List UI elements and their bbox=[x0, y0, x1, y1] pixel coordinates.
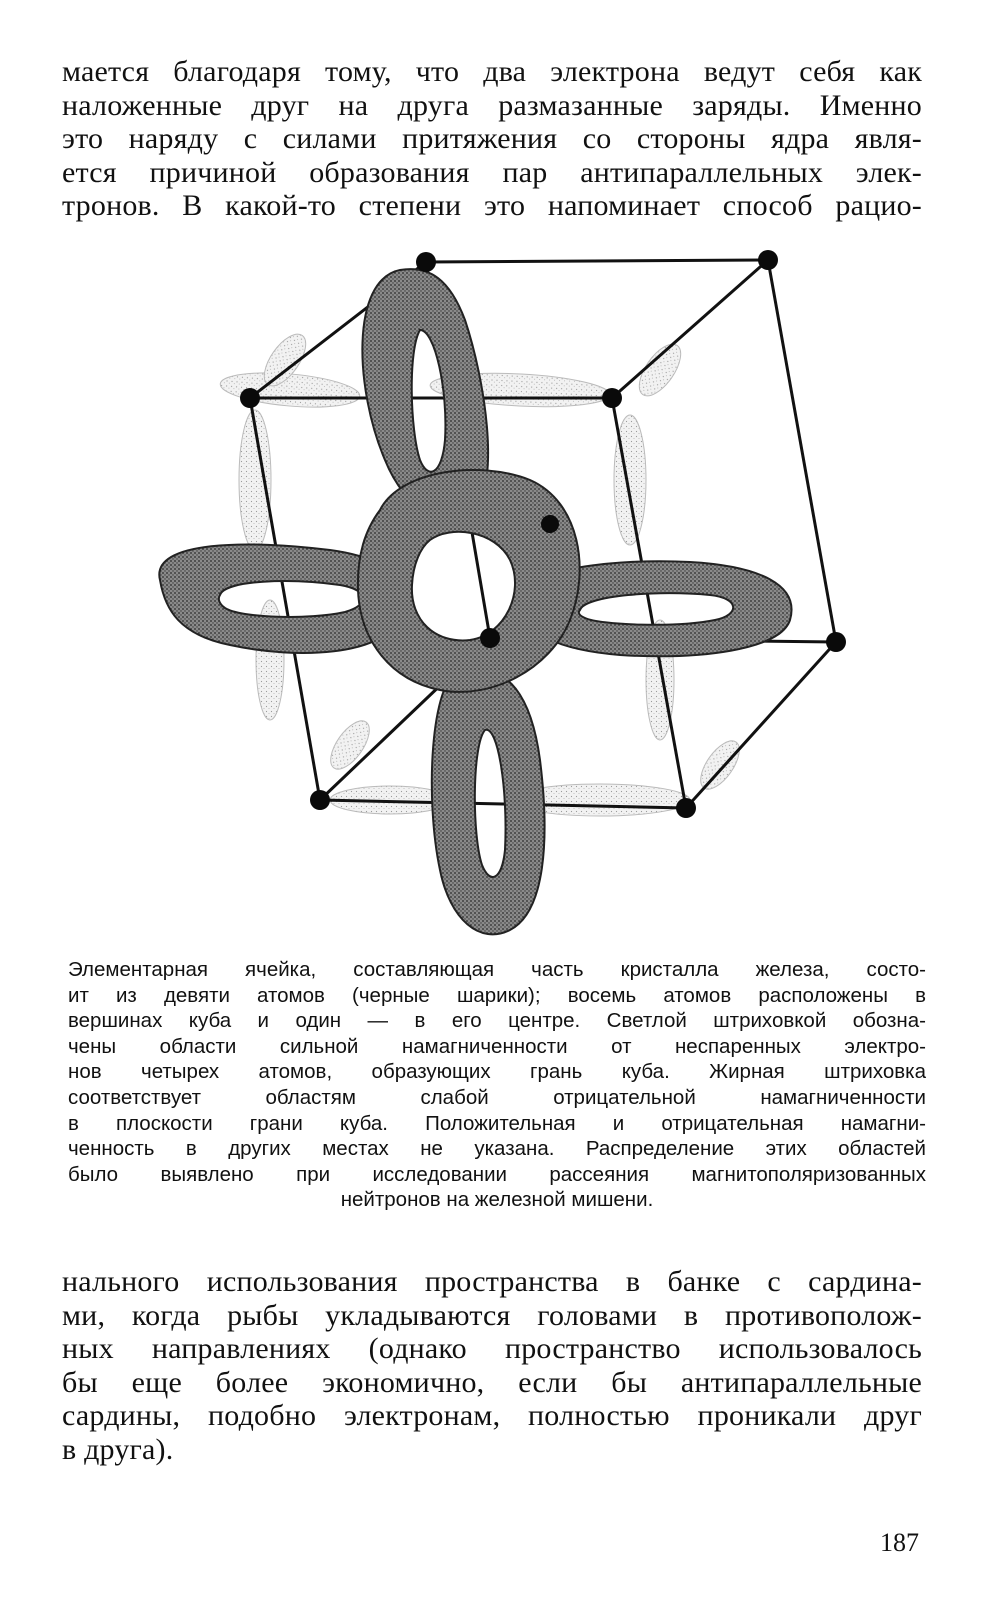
page-number: 187 bbox=[880, 1528, 919, 1557]
lobe bbox=[631, 337, 688, 402]
caption-line: соответствует областям слабой отрицательной намагниченности bbox=[68, 1085, 926, 1109]
caption-line: вершинах куба и один — в его центре. Светлой штриховкой обозна- bbox=[68, 1009, 926, 1033]
text-line: ми, когда рыбы укладываются головами в противополож- bbox=[62, 1298, 922, 1332]
caption-line: ченность в других местах не указана. Распределение этих областей bbox=[68, 1137, 926, 1161]
lobe bbox=[693, 735, 746, 796]
text-line: ных направлениях (однако пространство использовалось bbox=[62, 1332, 922, 1365]
top-paragraph bbox=[62, 55, 922, 223]
text-line: тронов. В какой-то степени это напоминает способ рацио- bbox=[62, 189, 922, 222]
caption-line: в плоскости грани куба. Положительная и отрицательная намагни- bbox=[68, 1111, 926, 1135]
atom bbox=[480, 628, 500, 648]
torus-bottom bbox=[432, 668, 545, 934]
bottom-paragraph bbox=[62, 1265, 922, 1466]
lobe bbox=[323, 715, 376, 776]
torus-center bbox=[358, 470, 580, 692]
caption-line: ит из девяти атомов (черные шарики); восемь атомов расположены в bbox=[68, 983, 926, 1007]
caption-line: нейтронов на железной мишени. bbox=[340, 1188, 654, 1212]
dark-tori bbox=[159, 269, 791, 934]
text-line: мается благодаря тому, что два электрона ведут себя как bbox=[62, 55, 922, 88]
text-line: сардины, подобно электронам, полностью проникали друг bbox=[62, 1399, 922, 1432]
text-line: ется причиной образования пар антипараллельных элек- bbox=[62, 155, 922, 189]
atom bbox=[416, 252, 436, 272]
caption-line: Элементарная ячейка, составляющая часть кристалла железа, состо- bbox=[68, 958, 926, 981]
text-line: наложенные друг на друга размазанные заряды. Именно bbox=[62, 88, 922, 122]
atom bbox=[541, 515, 559, 533]
text-line: бы еще более экономично, если бы антипараллельные bbox=[62, 1365, 922, 1399]
atom bbox=[826, 632, 846, 652]
caption-line: нов четырех атомов, образующих грань куба. Жирная штриховка bbox=[68, 1060, 926, 1084]
atom bbox=[602, 388, 622, 408]
figure-caption bbox=[68, 957, 926, 1213]
iron-unit-cell-figure bbox=[130, 240, 870, 950]
atom bbox=[676, 798, 696, 818]
atom bbox=[758, 250, 778, 270]
caption-line: было выявлено при исследовании рассеяния магнитополяризованных bbox=[68, 1162, 926, 1186]
caption-line: чены области сильной намагниченности от неспаренных электро- bbox=[68, 1034, 926, 1058]
text-line: нального использования пространства в банке с сардина- bbox=[62, 1265, 922, 1298]
atom bbox=[310, 790, 330, 810]
text-line: в друга). bbox=[62, 1432, 174, 1466]
text-line: это наряду с силами притяжения со стороны ядра явля- bbox=[62, 122, 922, 155]
atom bbox=[240, 388, 260, 408]
